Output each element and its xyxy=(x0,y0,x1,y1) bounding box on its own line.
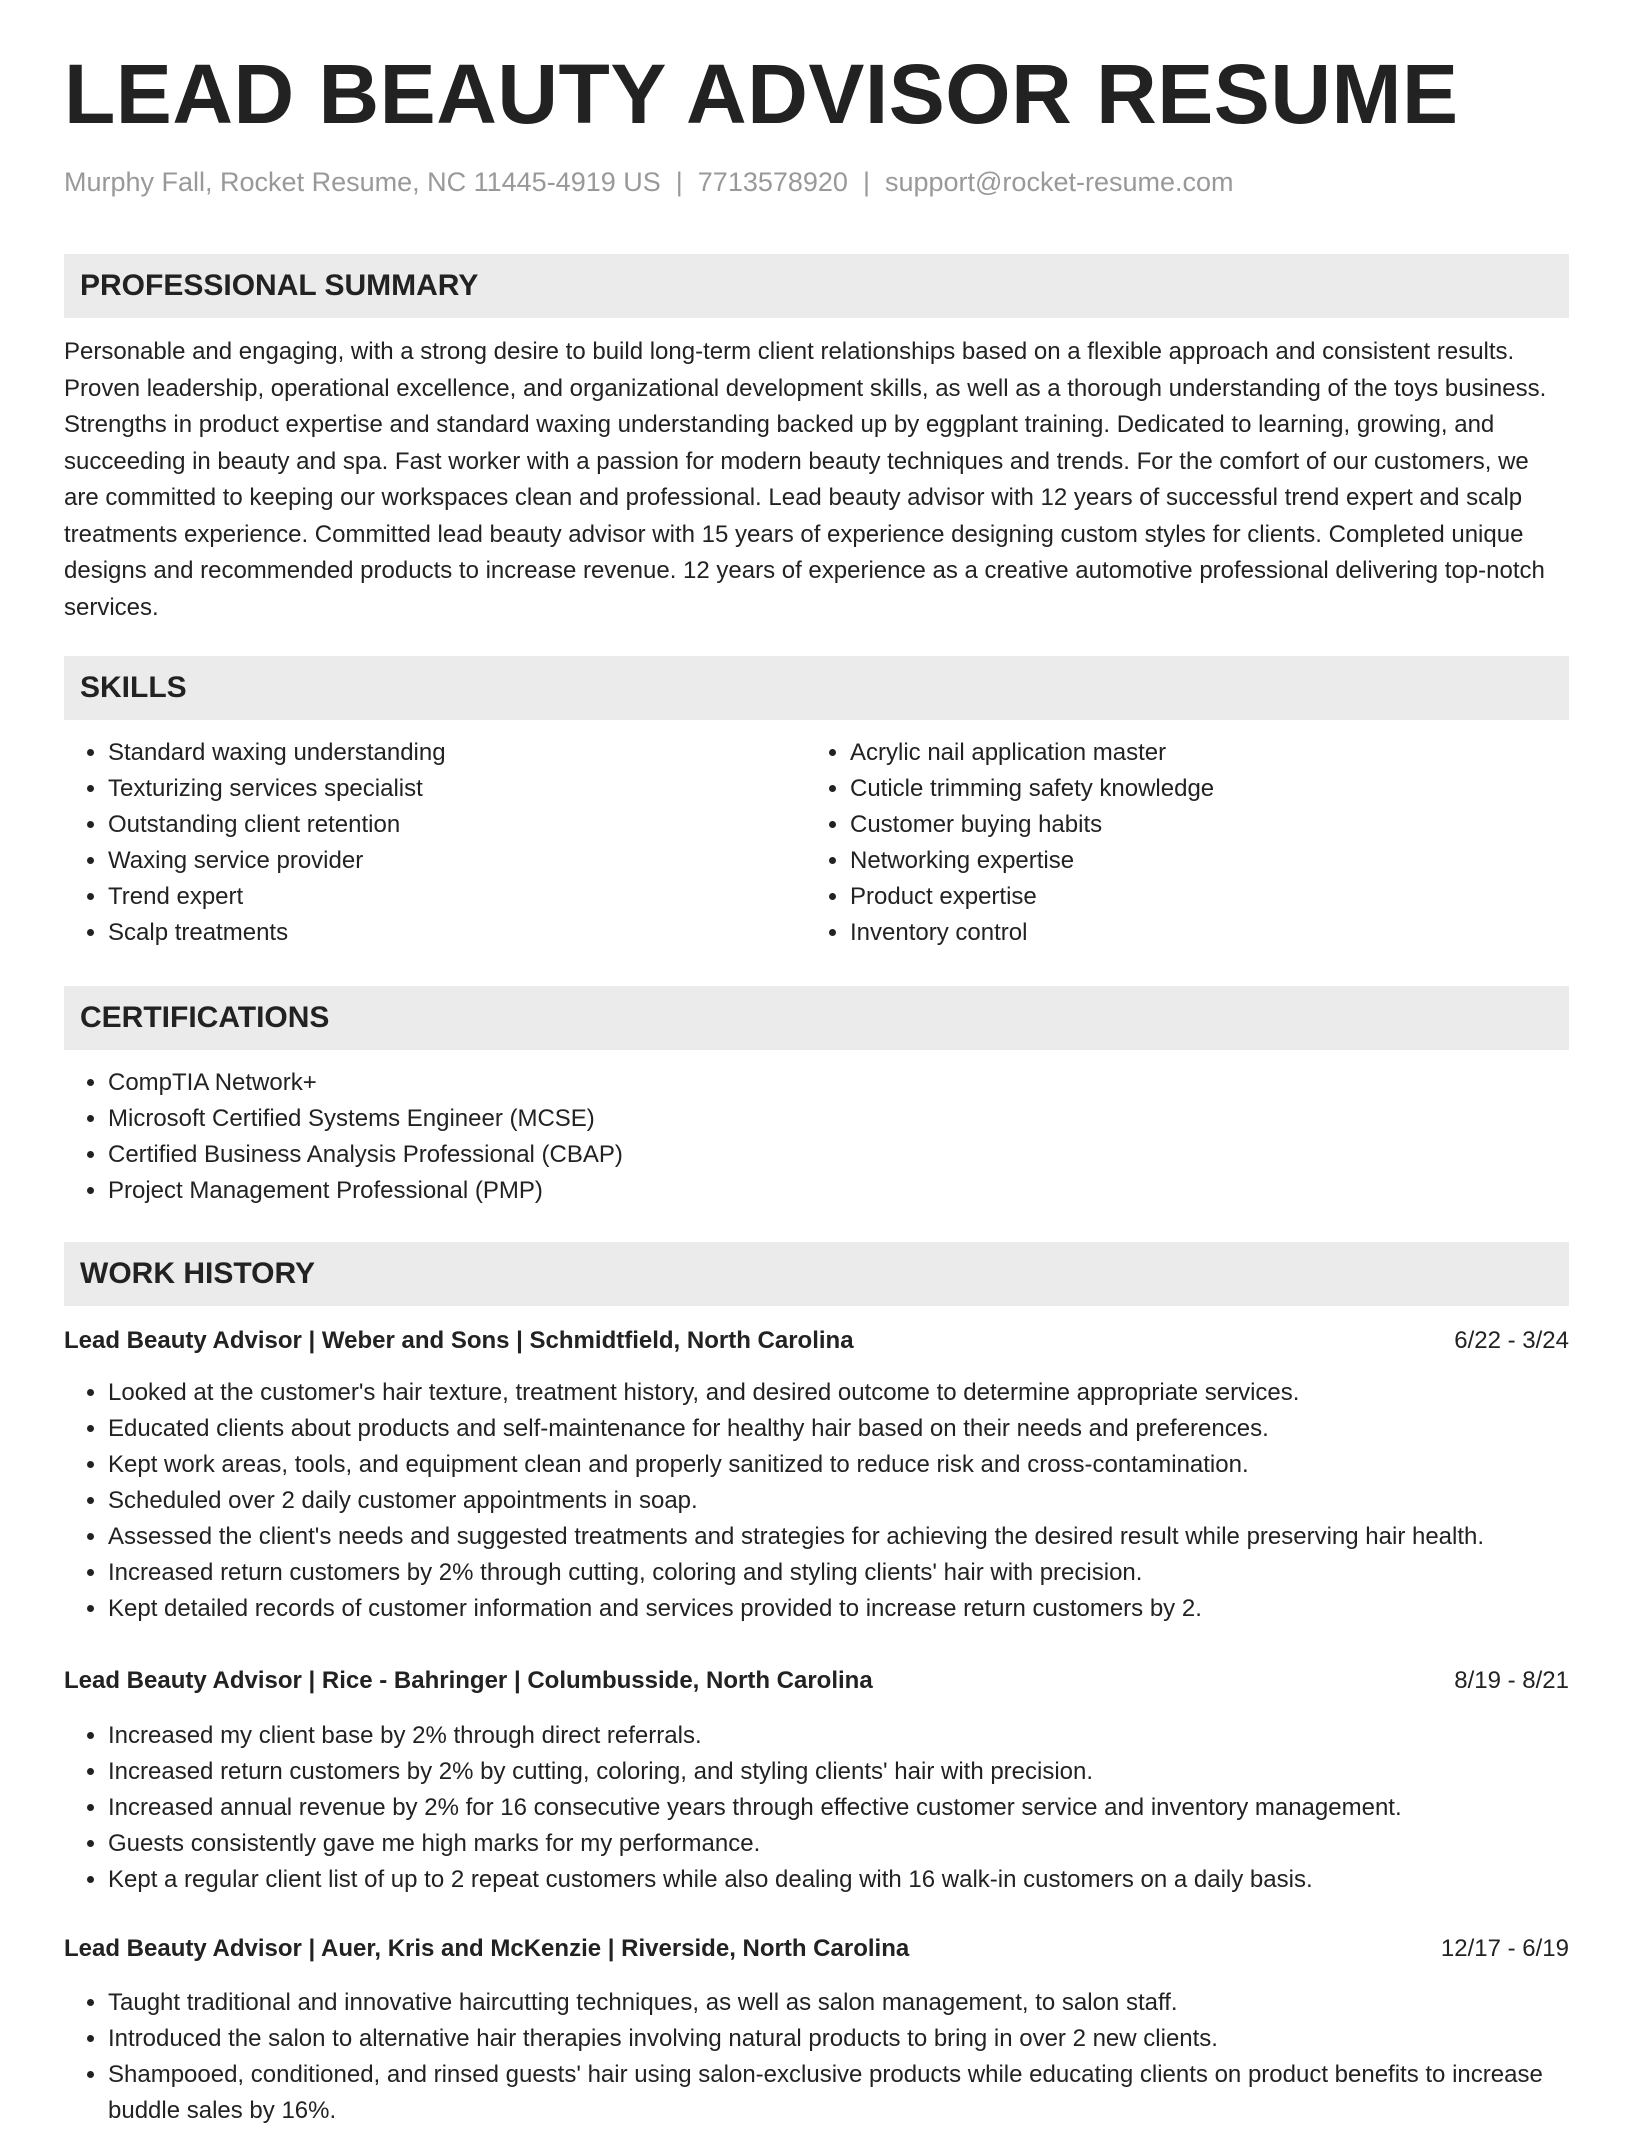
contact-line xyxy=(64,167,1234,198)
summary-text: Personable and engaging, with a strong desire to build long-term client relationships based on a flexible approach and consistent results. Proven leadership, operational excellence, and organizational development skills, as well as a thorough understanding of the toys business. Strengths in product expertise and standard waxing understanding backed up by eggplant training. Dedicated to learning, growing, and succeeding in beauty and spa. Fast worker with a passion for modern beauty techniques and trends. For the comfort of our customers, we are committed to keeping our workspaces clean and professional. Lead beauty advisor with 12 years of successful trend expert and scalp treatments experience. Committed lead beauty advisor with 15 years of experience designing custom styles for clients. Completed unique designs and recommended products to increase revenue. 12 years of experience as a creative automotive professional delivering top-notch services. xyxy=(64,338,1547,621)
list-item: • Project Management Professional (PMP) xyxy=(108,1173,1508,1209)
skills-list-left xyxy=(64,735,798,951)
job-title: Lead Beauty Advisor | Weber and Sons | Schmidtfield, North Carolina xyxy=(64,1327,854,1354)
list-item: • Scalp treatments xyxy=(108,915,798,951)
list-item: • Introduced the salon to alternative hair therapies involving natural products to bring in over 2 new clients. xyxy=(108,2021,1613,2057)
list-item: • Educated clients about products and self-maintenance for healthy hair based on their needs and preferences. xyxy=(108,1411,1613,1447)
list-item: • Looked at the customer's hair texture, treatment history, and desired outcome to determine appropriate services. xyxy=(108,1375,1613,1411)
section-heading-summary: PROFESSIONAL SUMMARY xyxy=(64,254,1569,318)
list-item: • Outstanding client retention xyxy=(108,807,798,843)
list-item: • Scheduled over 2 daily customer appointments in soap. xyxy=(108,1483,1613,1519)
list-item: • Increased my client base by 2% through direct referrals. xyxy=(108,1718,1613,1754)
list-item: • Taught traditional and innovative haircutting techniques, as well as salon management, to salon staff. xyxy=(108,1985,1613,2021)
section-heading-skills: SKILLS xyxy=(64,656,1569,720)
job-dates: 8/19 - 8/21 xyxy=(1454,1667,1569,1694)
list-item: • Assessed the client's needs and suggested treatments and strategies for achieving the desired result while preserving hair health. xyxy=(108,1519,1613,1555)
job-dates: 6/22 - 3/24 xyxy=(1454,1327,1569,1354)
section-heading-certifications: CERTIFICATIONS xyxy=(64,986,1569,1050)
skills-list-right xyxy=(806,735,1570,951)
list-item: • Increased return customers by 2% through cutting, coloring and styling clients' hair with precision. xyxy=(108,1555,1613,1591)
list-item: • Kept detailed records of customer information and services provided to increase return customers by 2. xyxy=(108,1591,1613,1627)
list-item: • Kept work areas, tools, and equipment clean and properly sanitized to reduce risk and cross-contamination. xyxy=(108,1447,1613,1483)
job-heading xyxy=(64,1323,1569,1359)
list-item: • Standard waxing understanding xyxy=(108,735,798,771)
job-bullets xyxy=(64,1375,1613,1627)
list-item: • Trend expert xyxy=(108,879,798,915)
list-item: • Networking expertise xyxy=(850,843,1570,879)
job-title: Lead Beauty Advisor | Auer, Kris and McKenzie | Riverside, North Carolina xyxy=(64,1935,910,1962)
job-title: Lead Beauty Advisor | Rice - Bahringer | Columbusside, North Carolina xyxy=(64,1667,873,1694)
list-item: • Microsoft Certified Systems Engineer (MCSE) xyxy=(108,1101,1508,1137)
list-item: • Acrylic nail application master xyxy=(850,735,1570,771)
contact-email: support@rocket-resume.com xyxy=(884,167,1234,197)
job-bullets xyxy=(64,1718,1613,1898)
contact-address: Murphy Fall, Rocket Resume, NC 11445-4919 US xyxy=(64,167,661,197)
list-item: • Cuticle trimming safety knowledge xyxy=(850,771,1570,807)
list-item: • Texturizing services specialist xyxy=(108,771,798,807)
list-item: • Increased return customers by 2% by cutting, coloring, and styling clients' hair with precision. xyxy=(108,1754,1613,1790)
list-item: • Guests consistently gave me high marks for my performance. xyxy=(108,1826,1613,1862)
contact-phone: 7713578920 xyxy=(697,167,848,197)
list-item: • Shampooed, conditioned, and rinsed guests' hair using salon-exclusive products while educating clients on product benefits to increase buddle sales by 16%. xyxy=(108,2057,1613,2129)
job-heading xyxy=(64,1931,1569,1967)
resume-title: LEAD BEAUTY ADVISOR RESUME xyxy=(64,47,1459,141)
certifications-list xyxy=(64,1065,1508,1209)
job-bullets xyxy=(64,1985,1613,2129)
list-item: • CompTIA Network+ xyxy=(108,1065,1508,1101)
list-item: • Product expertise xyxy=(850,879,1570,915)
job-dates: 12/17 - 6/19 xyxy=(1440,1935,1569,1962)
list-item: • Certified Business Analysis Professional (CBAP) xyxy=(108,1137,1508,1173)
list-item: • Inventory control xyxy=(850,915,1570,951)
section-heading-work-history: WORK HISTORY xyxy=(64,1242,1569,1306)
list-item: • Waxing service provider xyxy=(108,843,798,879)
job-heading xyxy=(64,1663,1569,1699)
list-item: • Customer buying habits xyxy=(850,807,1570,843)
contact-separator: | xyxy=(675,167,683,197)
contact-separator: | xyxy=(862,167,870,197)
list-item: • Kept a regular client list of up to 2 repeat customers while also dealing with 16 walk-in customers on a daily basis. xyxy=(108,1862,1613,1898)
list-item: • Increased annual revenue by 2% for 16 consecutive years through effective customer service and inventory management. xyxy=(108,1790,1613,1826)
